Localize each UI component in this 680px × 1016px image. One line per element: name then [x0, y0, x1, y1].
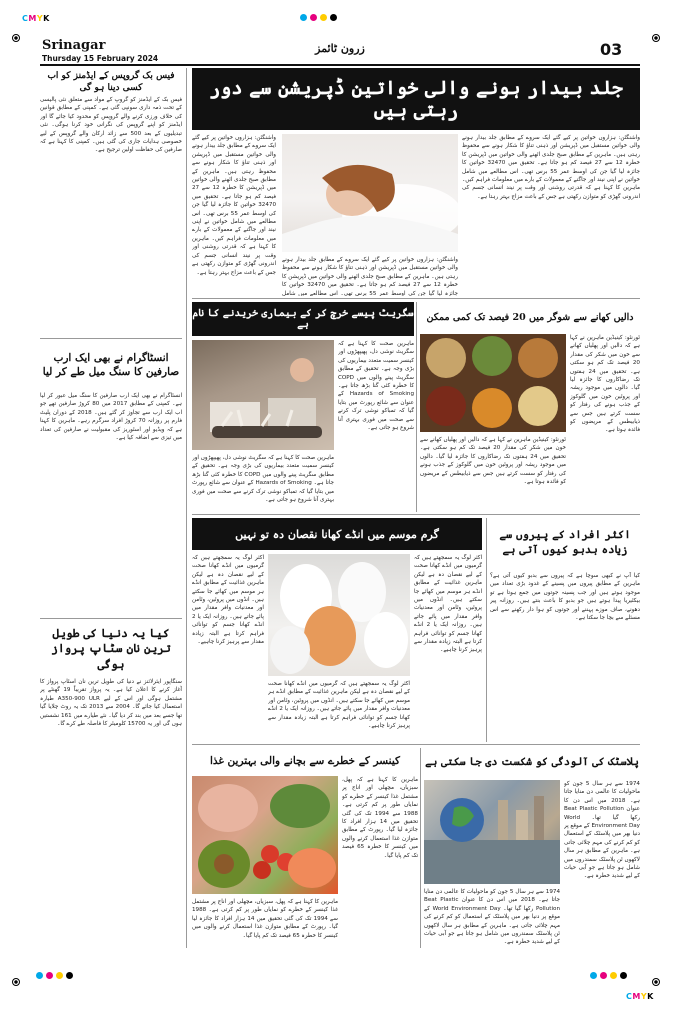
cigarette-banner: سگریٹ پیسے خرچ کر کے بیماری خریدنے کا نام ہے [192, 302, 414, 336]
cancer-body-right: ماہرین کا کہنا ہے کہ پھل، سبزیاں، مچھلی اور اناج پر مشتمل غذا کینسر کے خطرے کو نمایاں طور پر کم کرتی ہے۔ 1988 سے 1994 تک کی گئی تحقیق میں 14 ہزار افراد کا جائزہ لیا گیا۔ رپورٹ کے مطابق متوازن غذا استعمال کرنے والوں میں کینسر کا خطرہ 65 فیصد تک کم پایا گیا۔ [342, 777, 418, 859]
top-story-rule [192, 298, 640, 299]
sidebar-rule-1 [40, 338, 182, 339]
color-bar-bottom-right [590, 972, 627, 979]
plastic-headline: پلاسٹک کی آلودگی کو شکست دی جا سکتی ہے [425, 755, 639, 768]
sidebar-2-headline: انسٹاگرام نے بھی ایک ارب صارفین کا سنگ میل طے کر لیا [42, 351, 180, 378]
healthy-food-photo [192, 776, 338, 894]
header-rule [40, 64, 640, 66]
color-bar-top [300, 14, 337, 21]
sidebar-2-body: انسٹاگرام نے بھی ایک ارب صارفین کا سنگ میل عبور کر لیا ہے۔ کمپنی کے مطابق 2017 میں 80 کروڑ صارفین تھے جو اب ایک ارب سے تجاوز کر گئے ہیں۔ 2018 کے دوران پلیٹ فارم پر روزانہ 70 کروڑ افراد سرگرم رہے۔ ماہرین کا کہنا ہے کہ ویڈیو اور اسٹوریز کی مقبولیت نے صارفین کی تعداد میں تیزی سے اضافہ کیا ہے۔ [40, 393, 182, 442]
eggs-feet-divider [486, 518, 487, 742]
middle-rule [192, 514, 640, 515]
cmyk-label-top: CMYK [22, 14, 50, 23]
eggs-body-mid: اکثر لوگ یہ سمجھتے ہیں کہ گرمیوں میں انڈے کھانا صحت کے لیے نقصان دہ ہے لیکن ماہرین غذائیت کے مطابق انڈے ہر موسم میں کھائے جا سکتے ہیں۔ انڈوں میں پروٹین، وٹامن اور معدنیات وافر مقدار میں پائے جاتے ہیں۔ روزانہ ایک یا 2 انڈے کھانا جسم کو توانائی فراہم کرتا ہے البتہ زیادہ مقدار سے پرہیز کرنا چاہیے۔ [268, 681, 410, 730]
feet-body: کیا آپ نے کبھی سوچا ہے کہ پیروں سے بدبو کیوں آتی ہے؟ ماہرین کے مطابق پیروں میں پسینے کے غدود بڑی تعداد میں موجود ہوتے ہیں اور جب پسینہ جوتوں میں جمع ہوتا ہے تو بیکٹیریا پیدا ہوتے ہیں جو بدبو کا باعث بنتے ہیں۔ روزانہ پیر دھونے، صاف موزے پہننے اور جوتوں کو ہوا دار رکھنے سے اس مسئلے سے بچا جا سکتا ہے۔ [490, 573, 640, 622]
top-story-banner: جلد بیدار ہونے والی خواتین ڈپریشن سے دور رہتی ہیں [192, 68, 640, 130]
sidebar-3-headline: کیا یہ دنیا کی طویل ترین نان سٹاپ پرواز ہوگی [51, 625, 171, 671]
cancer-headline: کینسر کے خطرے سے بچانے والی بہترین غذا [209, 754, 401, 767]
cancer-body-below: ماہرین کا کہنا ہے کہ پھل، سبزیاں، مچھلی اور اناج پر مشتمل غذا کینسر کے خطرے کو نمایاں طور پر کم کرتی ہے۔ 1988 سے 1994 تک کی گئی تحقیق میں 14 ہزار افراد کا جائزہ لیا گیا۔ رپورٹ کے مطابق متوازن غذا استعمال کرنے والوں میں کینسر کا خطرہ 65 فیصد تک کم پایا گیا۔ [192, 899, 338, 939]
sidebar-3-body: سنگاپور ایئرلائنز نے دنیا کی طویل ترین نان اسٹاپ پرواز کا آغاز کرنے کا اعلان کیا ہے۔ یہ پرواز تقریباً 19 گھنٹے پر مشتمل ہوگی اور اس کے لیے A350-900 ULR طیارہ استعمال کیا جائے گا۔ 2004 سے 2013 تک یہ روٹ چلایا گیا تھا جسے بعد میں بند کر دیا گیا۔ نئے طیارے میں 161 نشستیں ہوں گی اور یہ 15700 کلومیٹر کا فاصلہ طے کرے گا۔ [40, 679, 182, 728]
sidebar-1-body: فیس بک کے ایڈمنز کو گروپ کے مواد سے متعلق نئی پالیسی کے تحت ذمہ داری سونپی گئی ہے۔ کمپنی کے مطابق قوانین کی خلاف ورزی کرنے والے گروپس کو محدود کیا جائے گا اور ایڈمنز کو اپنے گروپس کی نگرانی خود کرنا ہوگی۔ نئی تبدیلیوں کے بعد 500 سے زائد ارکان والے گروپس کے لیے خصوصی ہدایات جاری کی گئی ہیں۔ کمپنی کا کہنا ہے کہ صارفین کی حفاظت اولین ترجیح ہے۔ [40, 97, 182, 154]
header-city: Srinagar [42, 38, 106, 53]
color-bar-bottom-left [36, 972, 73, 979]
registration-mark-bottom-left [12, 978, 20, 986]
cmyk-label-bottom: CMYK [626, 992, 654, 1001]
sugar-body-right: ٹورنٹو: کینیڈین ماہرین نے کہا ہے کہ دالیں اور پھلیاں کھانے سے خون میں شکر کی مقدار 20 فیصد تک کم ہو سکتی ہے۔ تحقیق میں 24 ہفتوں تک رضاکاروں کا جائزہ لیا گیا۔ دالوں میں موجود ریشہ اور پروٹین خون میں گلوکوز کے جذب ہونے کی رفتار کو سست کرتے ہیں جس سے ذیابیطس کے مریضوں کو فائدہ ہوتا ہے۔ [570, 335, 640, 434]
header-date: Thursday 15 February 2024 [42, 54, 159, 63]
cigarette-body-below: ماہرین صحت کا کہنا ہے کہ سگریٹ نوشی دل، پھیپھڑوں اور کینسر سمیت متعدد بیماریوں کی بڑی وجہ ہے۔ تحقیق کے مطابق سگریٹ پینے والوں میں COPD کا خطرہ کئی گنا بڑھ جاتا ہے۔ Hazards of Smoking کے عنوان سے شائع رپورٹ میں بتایا گیا کہ تمباکو نوشی ترک کرنے سے صحت میں فوری بہتری آنا شروع ہو جاتی ہے۔ [192, 455, 334, 504]
masthead: زرون ٹائمز [315, 42, 365, 55]
cancer-plastic-divider [420, 748, 421, 948]
eggs-body-right: اکثر لوگ یہ سمجھتے ہیں کہ گرمیوں میں انڈے کھانا صحت کے لیے نقصان دہ ہے لیکن ماہرین غذائیت کے مطابق انڈے ہر موسم میں کھائے جا سکتے ہیں۔ انڈوں میں پروٹین، وٹامن اور معدنیات وافر مقدار میں پائے جاتے ہیں۔ روزانہ ایک یا 2 انڈے کھانا جسم کو توانائی فراہم کرتا ہے البتہ زیادہ مقدار سے پرہیز کرنا چاہیے۔ [414, 555, 482, 654]
sleeping-woman-photo [282, 134, 458, 252]
registration-mark-top-right [652, 34, 660, 42]
eggs-photo [268, 554, 410, 676]
sidebar-1-headline: فیس بک گروپس کے ایڈمنز کو اب کسی دینا ہو گی [47, 70, 175, 93]
cigarette-photo [192, 340, 334, 450]
plastic-body-right: 1974 سے ہر سال 5 جون کو ماحولیات کا عالمی دن منایا جاتا ہے۔ 2018 میں اس دن کا عنوان Beat Plastic Pollution رکھا گیا تھا۔ World Environment Day کے موقع پر دنیا بھر میں پلاسٹک کے استعمال کو کم کرنے کی مہم چلائی جاتی ہے۔ ماہرین کے مطابق ہر سال لاکھوں ٹن پلاسٹک سمندروں میں شامل ہو جاتا ہے جو آبی حیات کے لیے شدید خطرہ ہے۔ [564, 781, 640, 880]
eggs-banner: گرم موسم میں انڈے کھانا نقصان دہ تو نہیں [192, 518, 482, 550]
plastic-body-below: 1974 سے ہر سال 5 جون کو ماحولیات کا عالمی دن منایا جاتا ہے۔ 2018 میں اس دن کا عنوان Beat Plastic Pollution رکھا گیا تھا۔ World Environment Day کے موقع پر دنیا بھر میں پلاسٹک کے استعمال کو کم کرنے کی مہم چلائی جاتی ہے۔ ماہرین کے مطابق ہر سال لاکھوں ٹن پلاسٹک سمندروں میں شامل ہو جاتا ہے جو آبی حیات کے لیے شدید خطرہ ہے۔ [424, 889, 560, 946]
sidebar-rule-2 [40, 618, 182, 619]
plastic-pollution-photo [424, 780, 560, 884]
eggs-body-left: اکثر لوگ یہ سمجھتے ہیں کہ گرمیوں میں انڈے کھانا صحت کے لیے نقصان دہ ہے لیکن ماہرین غذائیت کے مطابق انڈے ہر موسم میں کھائے جا سکتے ہیں۔ انڈوں میں پروٹین، وٹامن اور معدنیات وافر مقدار میں پائے جاتے ہیں۔ روزانہ ایک یا 2 انڈے کھانا جسم کو توانائی فراہم کرتا ہے البتہ زیادہ مقدار سے پرہیز کرنا چاہیے۔ [192, 555, 264, 646]
lower-rule [192, 744, 640, 745]
registration-mark-top-left [12, 34, 20, 42]
feet-headline: اکثر افراد کے پیروں سے زیادہ بدبو کیوں آتی ہے [499, 528, 631, 556]
sugar-banner: دالیں کھانے سے شوگر میں 20 فیصد تک کمی ممکن [420, 302, 640, 332]
sugar-body-below: ٹورنٹو: کینیڈین ماہرین نے کہا ہے کہ دالیں اور پھلیاں کھانے سے خون میں شکر کی مقدار 20 فیصد تک کم ہو سکتی ہے۔ تحقیق میں 24 ہفتوں تک رضاکاروں کا جائزہ لیا گیا۔ دالوں میں موجود ریشہ اور پروٹین خون میں گلوکوز کے جذب ہونے کی رفتار کو سست کرتے ہیں جس سے ذیابیطس کے مریضوں کو فائدہ ہوتا ہے۔ [420, 437, 566, 486]
top-story-body-left: واشنگٹن: ہزاروں خواتین پر کیے گئے ایک سروے کے مطابق جلد بیدار ہونے والی خواتین مستقبل میں ڈپریشن اور ذہنی تناؤ کا شکار ہونے سے محفوظ رہتی ہیں۔ ماہرین کے مطابق صبح جلدی اٹھنے والی خواتین میں ڈپریشن کا خطرہ 12 سے 27 فیصد کم ہو جاتا ہے۔ تحقیق میں 32470 خواتین کا جائزہ لیا گیا جن کی اوسط عمر 55 برس تھی۔ اس مطالعے میں شامل خواتین نے اپنی نیند اور جاگنے کے معمولات کے بارے میں معلومات فراہم کیں۔ ماہرین کا کہنا ہے کہ قدرتی روشنی اور وقت پر نیند انسانی جسم کی اندرونی گھڑی کو متوازن رکھتی ہے جس کے باعث مزاج بہتر رہتا ہے۔ [192, 135, 276, 276]
page-number: 03 [600, 40, 623, 59]
registration-mark-bottom-right [652, 978, 660, 986]
top-story-body-caption: واشنگٹن: ہزاروں خواتین پر کیے گئے ایک سروے کے مطابق جلد بیدار ہونے والی خواتین مستقبل میں ڈپریشن اور ذہنی تناؤ کا شکار ہونے سے محفوظ رہتی ہیں۔ ماہرین کے مطابق صبح جلدی اٹھنے والی خواتین میں ڈپریشن کا خطرہ 12 سے 27 فیصد کم ہو جاتا ہے۔ تحقیق میں 32470 خواتین کا جائزہ لیا گیا جن کی اوسط عمر 55 برس تھی۔ اس مطالعے میں شامل [282, 257, 458, 296]
sidebar-divider [186, 68, 187, 948]
top-story-body-right: واشنگٹن: ہزاروں خواتین پر کیے گئے ایک سروے کے مطابق جلد بیدار ہونے والی خواتین مستقبل میں ڈپریشن اور ذہنی تناؤ کا شکار ہونے سے محفوظ رہتی ہیں۔ ماہرین کے مطابق صبح جلدی اٹھنے والی خواتین میں ڈپریشن کا خطرہ 12 سے 27 فیصد کم ہو جاتا ہے۔ تحقیق میں 32470 خواتین کا جائزہ لیا گیا جن کی اوسط عمر 55 برس تھی۔ اس مطالعے میں شامل خواتین نے اپنی نیند اور جاگنے کے معمولات کے بارے میں معلومات فراہم کیں۔ ماہرین کا کہنا ہے کہ قدرتی روشنی اور وقت پر نیند انسانی جسم کی اندرونی گھڑی کو متوازن رکھتی ہے جس کے باعث مزاج بہتر رہتا ہے۔ [462, 135, 640, 200]
cigarette-body-right: ماہرین صحت کا کہنا ہے کہ سگریٹ نوشی دل، پھیپھڑوں اور کینسر سمیت متعدد بیماریوں کی بڑی وجہ ہے۔ تحقیق کے مطابق سگریٹ پینے والوں میں COPD کا خطرہ کئی گنا بڑھ جاتا ہے۔ Hazards of Smoking کے عنوان سے شائع رپورٹ میں بتایا گیا کہ تمباکو نوشی ترک کرنے سے صحت میں فوری بہتری آنا شروع ہو جاتی ہے۔ [338, 341, 414, 432]
cigarette-sugar-divider [416, 302, 417, 512]
lentils-photo [420, 334, 566, 432]
